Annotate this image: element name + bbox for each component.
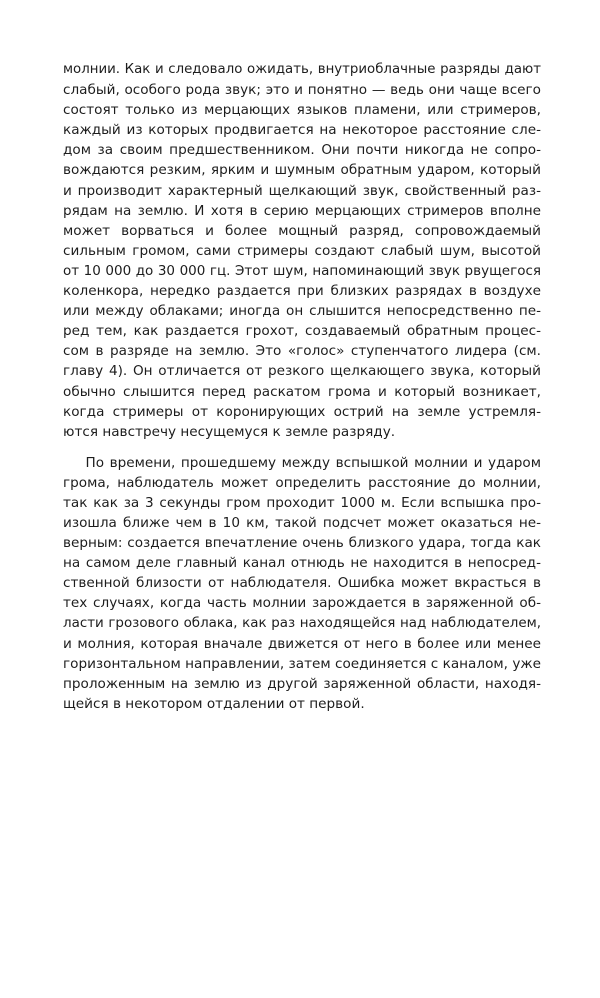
- text-line: сом в разряде на землю. Это «голос» ступенчатого лидера (см.: [63, 343, 541, 360]
- text-line: слабый, особого рода звук; это и понятно — ведь они чаще всего: [63, 82, 541, 99]
- text-line: дом за своим предшественником. Они почти никогда не сопро-: [63, 142, 541, 159]
- paragraph-1: [63, 60, 541, 442]
- text-line: По времени, прошедшему между вспышкой молнии и ударом: [63, 454, 541, 471]
- paragraph-2: [63, 453, 541, 714]
- text-line: сильным громом, сами стримеры создают слабый шум, высотой: [63, 242, 541, 259]
- text-line: главу 4). Он отличается от резкого щелкающего звука, который: [63, 363, 541, 380]
- text-line: рядам на землю. И хотя в серию мерцающих стримеров вполне: [63, 202, 541, 219]
- text-line: изошла ближе чем в 10 км, такой подсчет может оказаться не-: [63, 515, 541, 532]
- text-line: ред тем, как раздается грохот, создаваемый обратным процес-: [63, 323, 541, 340]
- text-line: может ворваться и более мощный разряд, сопровождаемый: [63, 222, 541, 239]
- text-line: или между облаками; иногда он слышится непосредственно пе-: [63, 303, 541, 320]
- text-line: грома, наблюдатель может определить расстояние до молнии,: [63, 474, 541, 491]
- text-line: ственной близости от наблюдателя. Ошибка может вкрасться в: [63, 575, 541, 592]
- text-line: коленкора, нередко раздается при близких разрядах в воздухе: [63, 283, 541, 300]
- text-line: вождаются резким, ярким и шумным обратным ударом, который: [63, 162, 541, 179]
- text-line: когда стримеры от коронирующих острий на земле устремля-: [63, 403, 541, 420]
- text-line: верным: создается впечатление очень близкого удара, тогда как: [63, 535, 541, 552]
- text-line: на самом деле главный канал отнюдь не находится в непосред-: [63, 555, 541, 572]
- text-line: каждый из которых продвигается на некоторое расстояние сле-: [63, 122, 541, 139]
- text-line: щейся в некотором отдалении от первой.: [63, 695, 365, 712]
- text-line: ласти грозового облака, как раз находящейся над наблюдателем,: [63, 615, 541, 631]
- text-line: горизонтальном направлении, затем соединяется с каналом, уже: [63, 655, 541, 672]
- text-line: тех случаях, когда часть молнии зарождается в заряженной об-: [63, 595, 541, 612]
- text-line: молнии. Как и следовало ожидать, внутриоблачные разряды дают: [63, 62, 541, 77]
- text-line: от 10 000 до 30 000 гц. Этот шум, напоминающий звук рвущегося: [63, 262, 541, 279]
- text-line: так как за 3 секунды гром проходит 1000 м. Если вспышка про-: [63, 494, 541, 511]
- text-line: и молния, которая вначале движется от него в более или менее: [63, 635, 541, 652]
- paragraph-gap: [63, 442, 541, 453]
- text-line: обычно слышится перед раскатом грома и который возникает,: [63, 383, 541, 400]
- body-text: [63, 60, 541, 714]
- text-line: состоят только из мерцающих языков пламени, или стримеров,: [63, 102, 541, 119]
- text-line: ются навстречу несущемуся к земле разряду.: [63, 423, 396, 440]
- text-line: проложенным на землю из другой заряженной области, находя-: [63, 675, 541, 692]
- text-line: и производит характерный щелкающий звук, свойственный раз-: [63, 182, 541, 199]
